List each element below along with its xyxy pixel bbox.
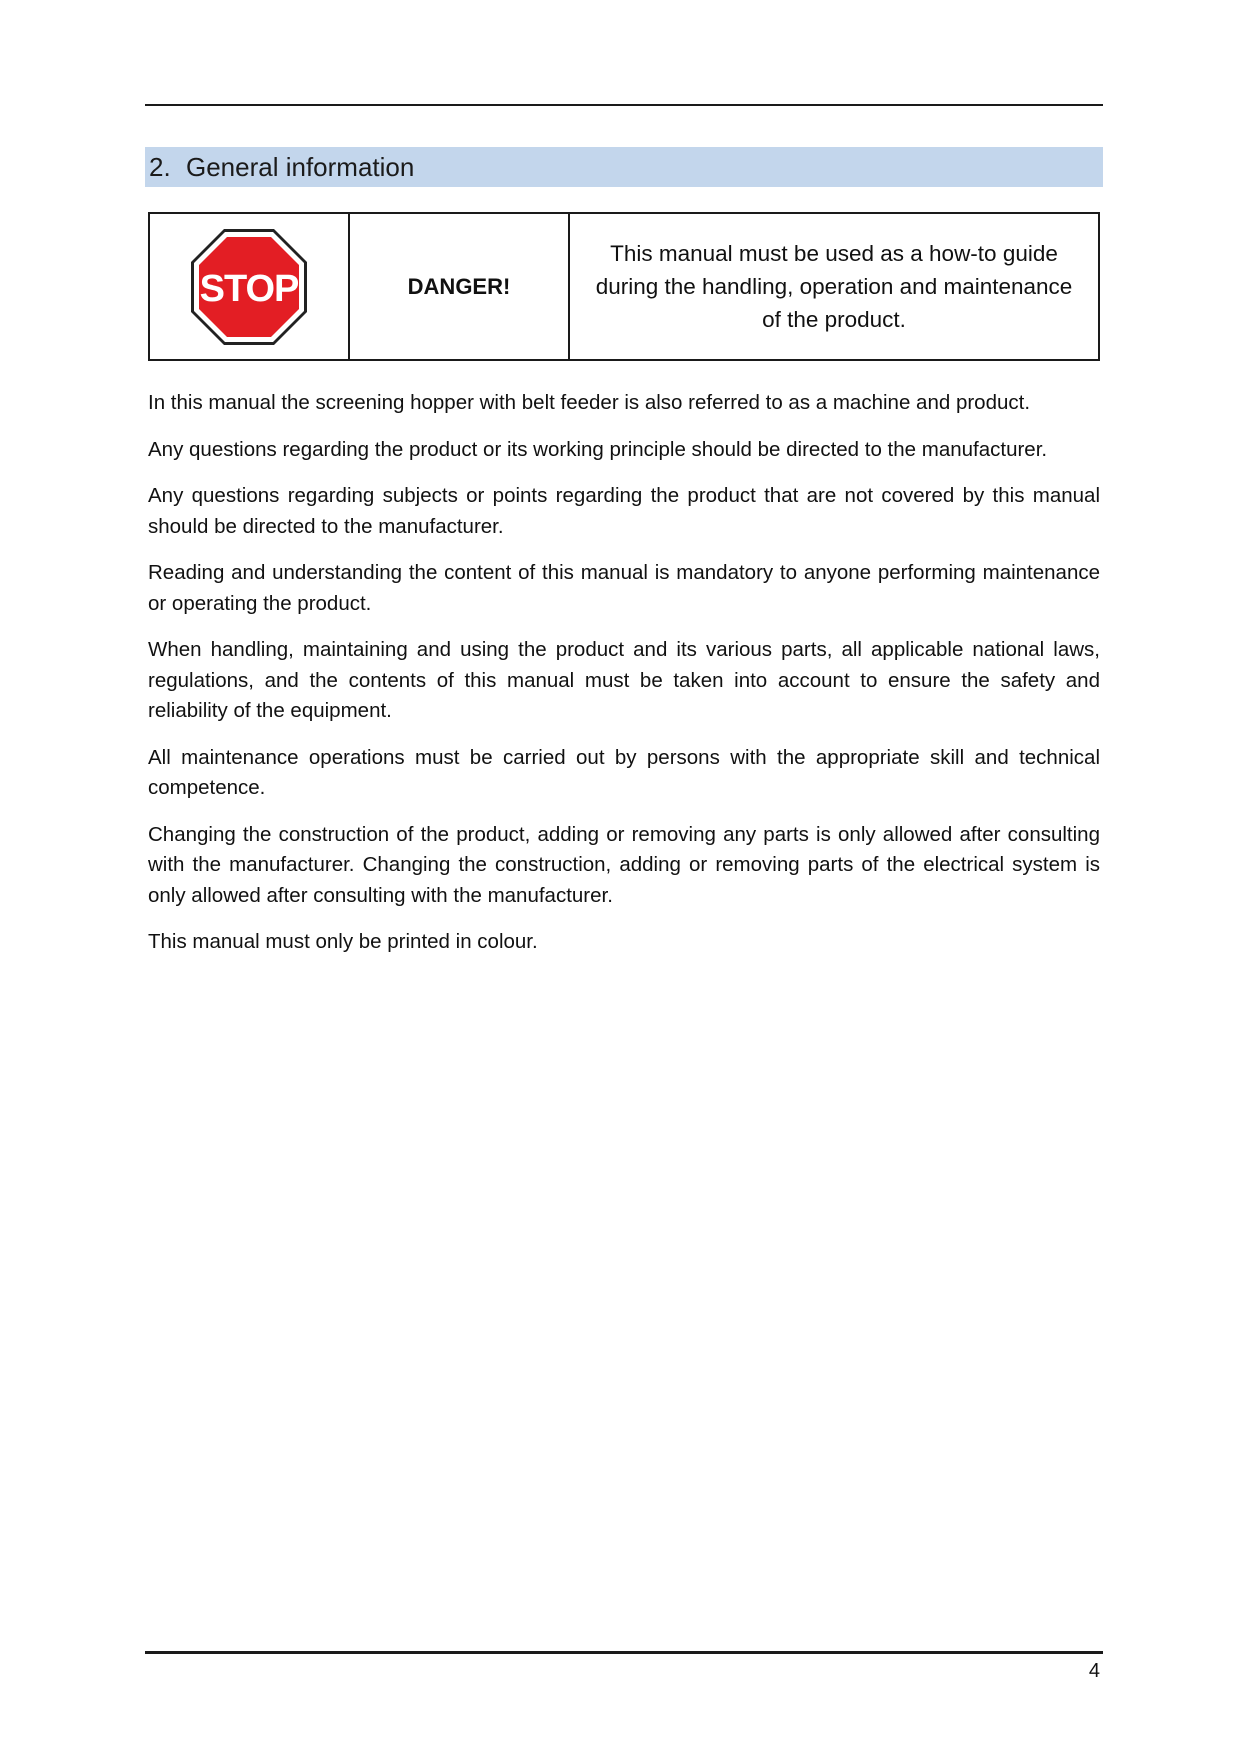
paragraph: This manual must only be printed in colour. (148, 930, 538, 953)
paragraph: Changing the construction of the product, adding or removing any parts is only allowed after consulting with the manufacturer. Changing the construction, adding or removing parts of the electrical system is only allowed after consulting with the manufacturer. (148, 822, 1100, 907)
danger-label: DANGER! (407, 273, 511, 299)
danger-icon-cell (149, 213, 349, 360)
paragraph: All maintenance operations must be carried out by persons with the appropriate skill and technical competence. (148, 745, 1100, 799)
danger-text: This manual must be used as a how-to guide during the handling, operation and maintenance of the product. (595, 241, 1073, 332)
danger-notice-table (148, 212, 1100, 361)
danger-label-cell (349, 213, 569, 360)
paragraph: Any questions regarding subjects or points regarding the product that are not covered by this manual should be directed to the manufacturer. (148, 484, 1100, 538)
header-rule (145, 104, 1103, 106)
paragraph: When handling, maintaining and using the product and its various parts, all applicable national laws, regulations, and the contents of this manual must be taken into account to ensure the safety and reliability of the equipment. (148, 638, 1100, 722)
danger-text-cell (569, 213, 1099, 360)
paragraph: Reading and understanding the content of this manual is mandatory to anyone performing maintenance or operating the product. (148, 561, 1100, 615)
body-text (148, 388, 1100, 974)
stop-sign-text: STOP (199, 267, 299, 310)
paragraph: Any questions regarding the product or its working principle should be directed to the manufacturer. (148, 437, 1048, 461)
stop-sign-icon (189, 227, 309, 347)
footer-rule (145, 1651, 1103, 1654)
section-heading (145, 147, 1103, 187)
page-number: 4 (1088, 1660, 1100, 1682)
paragraph: In this manual the screening hopper with belt feeder is also referred to as a machine and product. (148, 391, 1031, 414)
section-number: 2. (149, 151, 171, 182)
section-title: General information (186, 151, 415, 182)
